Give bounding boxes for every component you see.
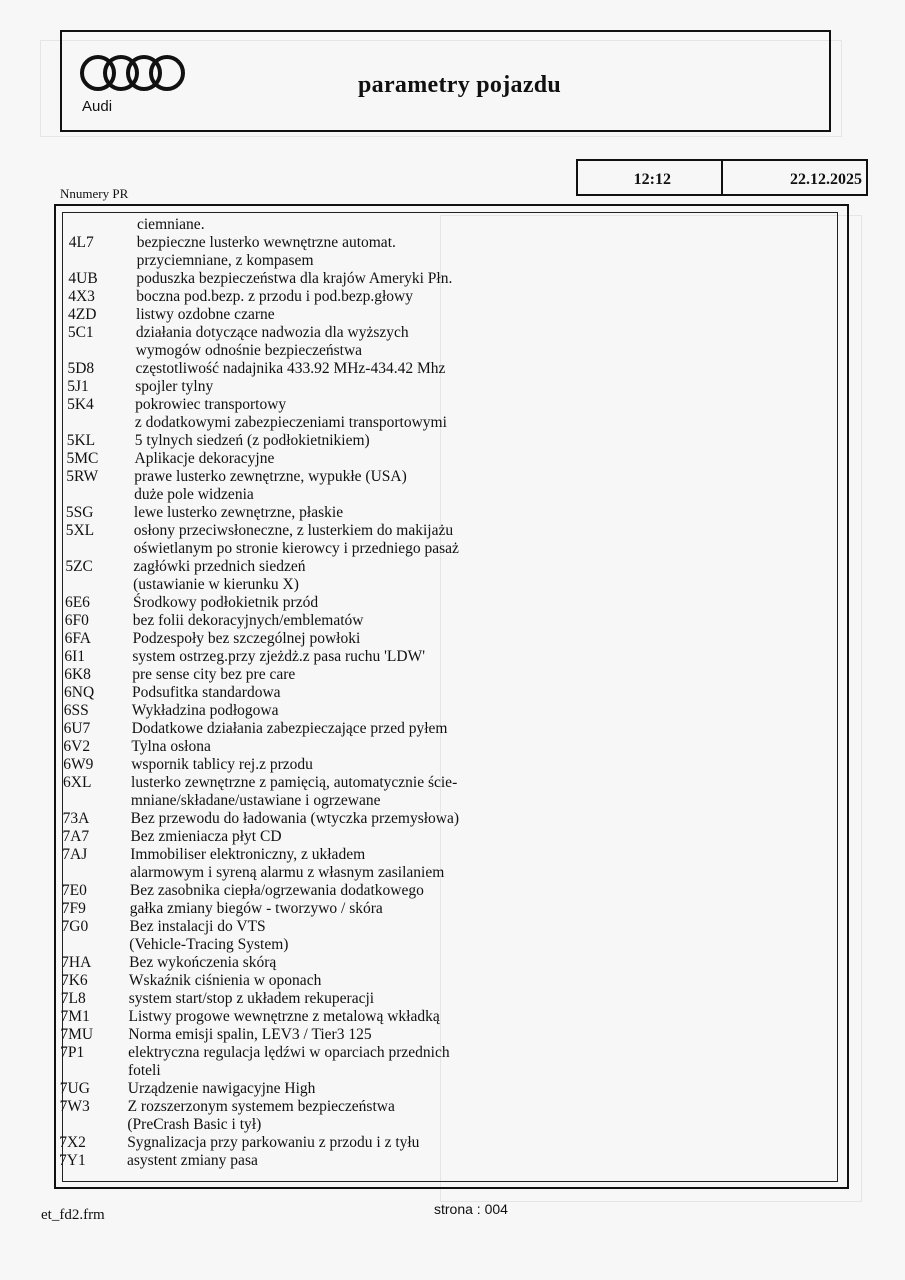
list-item	[63, 539, 837, 559]
list-item	[63, 719, 837, 739]
pr-code: 5D8	[67, 360, 95, 377]
pr-description: alarmowym i syreną alarmu z własnym zasilaniem	[130, 864, 445, 881]
list-item	[63, 359, 837, 379]
list-item	[59, 1097, 837, 1117]
list-item	[63, 269, 837, 289]
pr-description: Aplikacje dekoracyjne	[134, 450, 275, 467]
pr-description: bezpieczne lusterko wewnętrzne automat.	[136, 234, 396, 251]
pr-description: osłony przeciwsłoneczne, z lusterkiem do makijażu	[133, 522, 454, 539]
pr-description: lewe lusterko zewnętrzne, płaskie	[133, 504, 344, 521]
pr-description: (PreCrash Basic i tył)	[127, 1116, 262, 1133]
pr-code: 7M1	[60, 1008, 90, 1025]
list-item	[60, 989, 837, 1009]
list-item	[63, 557, 837, 577]
pr-code: 6F0	[64, 612, 89, 629]
list-item	[63, 1061, 837, 1081]
pr-description: Dodatkowe działania zabezpieczające przed pyłem	[131, 720, 448, 737]
list-item	[59, 1079, 837, 1099]
pr-description: poduszka bezpieczeństwa dla krajów Ameryki Płn.	[136, 270, 453, 287]
pr-description: gałka zmiany biegów - tworzywo / skóra	[129, 900, 383, 917]
pr-description: Podsufitka standardowa	[132, 684, 281, 701]
pr-description: lusterko zewnętrzne z pamięcią, automatycznie ście-	[131, 774, 458, 791]
list-item	[63, 845, 837, 865]
list-item	[63, 305, 837, 325]
pr-description: działania dotyczące nadwozia dla wyższych	[135, 324, 409, 341]
pr-description: zagłówki przednich siedzeń	[133, 558, 306, 575]
list-item	[60, 1043, 837, 1063]
list-item	[63, 503, 837, 523]
pr-code: 5XL	[65, 522, 95, 539]
pr-description: listwy ozdobne czarne	[136, 306, 275, 323]
pr-code: 5C1	[67, 324, 94, 341]
pr-description: Podzespoły bez szczególnej powłoki	[132, 630, 361, 647]
pr-description: ciemniane.	[137, 216, 205, 233]
pr-code: 7MU	[60, 1026, 94, 1043]
list-item	[63, 791, 837, 811]
pr-code: 7E0	[61, 882, 87, 899]
list-item	[63, 701, 837, 721]
pr-code: 7W3	[59, 1098, 90, 1115]
list-item	[63, 251, 837, 271]
pr-description: system start/stop z układem rekuperacji	[128, 990, 375, 1007]
pr-description: Urządzenie nawigacyjne High	[127, 1080, 316, 1097]
list-item	[59, 1133, 837, 1153]
list-item	[60, 1007, 837, 1027]
pr-description: Środkowy podłokietnik przód	[132, 594, 319, 611]
pr-code: 5RW	[66, 468, 99, 485]
pr-description: pokrowiec transportowy	[135, 396, 287, 413]
pr-description: częstotliwość nadajnika 433.92 MHz-434.42 Mhz	[135, 360, 446, 377]
pr-description: Wskaźnik ciśnienia w oponach	[128, 972, 322, 989]
pr-description: Bez instalacji do VTS	[129, 918, 266, 935]
list-item	[63, 377, 837, 397]
pr-code: 7F9	[61, 900, 86, 917]
pr-description: przyciemniane, z kompasem	[136, 252, 314, 269]
pr-description: boczna pod.bezp. z przodu i pod.bezp.głowy	[136, 288, 413, 305]
pr-description: Bez wykończenia skórą	[129, 954, 277, 971]
pr-code: 5ZC	[65, 558, 93, 575]
list-item	[63, 575, 837, 595]
pr-description: Bez zasobnika ciepła/ogrzewania dodatkowego	[129, 882, 424, 899]
pr-code: 6I1	[64, 648, 86, 665]
pr-description: wymogów odnośnie bezpieczeństwa	[135, 342, 363, 359]
list-item	[63, 449, 837, 469]
list-item	[63, 413, 837, 433]
list-item	[63, 341, 837, 361]
list-item	[63, 665, 837, 685]
list-item	[63, 431, 837, 451]
pr-code: 7A7	[62, 828, 90, 845]
list-item	[63, 467, 837, 487]
pr-description: oświetlanym po stronie kierowcy i przedniego pasaż	[133, 540, 459, 557]
pr-description: bez folii dekoracyjnych/emblematów	[132, 612, 364, 629]
pr-description: pre sense city bez pre care	[132, 666, 296, 683]
section-label: Nnumery PR	[60, 186, 129, 201]
pr-description: z dodatkowymi zabezpieczeniami transportowymi	[134, 414, 447, 431]
pr-description: (Vehicle-Tracing System)	[129, 936, 289, 953]
pr-description: Bez zmieniacza płyt CD	[130, 828, 282, 845]
pr-description: 5 tylnych siedzeń (z podłokietnikiem)	[134, 432, 370, 449]
pr-code: 7UG	[59, 1080, 90, 1097]
list-item	[63, 827, 837, 847]
pr-code: 7X2	[59, 1134, 86, 1151]
pr-code: 5KL	[66, 432, 96, 449]
pr-code: 6NQ	[64, 684, 95, 701]
audi-rings-logo	[78, 52, 186, 94]
list-item	[63, 233, 837, 253]
list-item	[63, 611, 837, 631]
list-item	[63, 647, 837, 667]
list-item	[63, 485, 837, 505]
timestamp-box	[576, 159, 868, 196]
pr-description: elektryczna regulacja lędźwi w oparciach przednich	[128, 1044, 450, 1061]
list-item	[63, 521, 837, 541]
page-number: strona : 004	[434, 1201, 508, 1217]
brand-name: Audi	[82, 98, 113, 115]
pr-description: system ostrzeg.przy zjeżdż.z pasa ruchu 'LDW'	[132, 648, 426, 665]
pr-code: 4ZD	[68, 306, 97, 323]
pr-code: 6FA	[64, 630, 91, 647]
pr-description: prawe lusterko zewnętrzne, wypukłe (USA)	[134, 468, 407, 485]
pr-code: 4X3	[68, 288, 95, 305]
pr-code: 5MC	[66, 450, 99, 467]
pr-code: 7Y1	[59, 1152, 86, 1169]
pr-code: 7HA	[61, 954, 92, 971]
pr-description: Immobiliser elektroniczny, z układem	[130, 846, 366, 863]
pr-code: 6K8	[64, 666, 91, 683]
time-value: 12:12	[578, 161, 723, 194]
list-item	[63, 215, 837, 235]
pr-description: Listwy progowe wewnętrzne z metalową wkładką	[128, 1008, 440, 1025]
list-item	[63, 683, 837, 703]
pr-code: 7AJ	[62, 846, 88, 863]
pr-code: 7K6	[60, 972, 88, 989]
pr-description: foteli	[127, 1062, 161, 1079]
pr-description: asystent zmiany pasa	[127, 1152, 258, 1169]
pr-code: 6V2	[63, 738, 91, 755]
list-item	[60, 971, 837, 991]
pr-code: 7L8	[60, 990, 86, 1007]
pr-code: 4L7	[68, 234, 94, 251]
list-item	[63, 629, 837, 649]
form-id: et_fd2.frm	[41, 1207, 105, 1223]
pr-code: 5SG	[65, 504, 94, 521]
date-value: 22.12.2025	[790, 171, 862, 188]
pr-code: 6XL	[63, 774, 92, 791]
list-item	[63, 1115, 837, 1135]
page-title: parametry pojazdu	[358, 72, 562, 98]
pr-code: 6W9	[63, 756, 94, 773]
list-item	[63, 323, 837, 343]
list-item	[59, 1151, 837, 1171]
list-item	[63, 755, 837, 775]
list-item	[63, 395, 837, 415]
list-item	[63, 899, 837, 919]
list-item	[63, 773, 837, 793]
list-item	[63, 917, 837, 937]
pr-description: Tylna osłona	[131, 738, 211, 755]
list-item	[63, 881, 837, 901]
list-item	[63, 593, 837, 613]
pr-description: (ustawianie w kierunku X)	[133, 576, 299, 593]
list-item	[60, 1025, 837, 1045]
list-item	[63, 809, 837, 829]
pr-code: 6U7	[63, 720, 91, 737]
list-item	[63, 953, 837, 973]
pr-description: spojler tylny	[135, 378, 214, 395]
pr-numbers-list-frame	[54, 204, 849, 1189]
pr-code: 5J1	[67, 378, 89, 395]
pr-description: Z rozszerzonym systemem bezpieczeństwa	[127, 1098, 395, 1115]
pr-code: 6E6	[64, 594, 90, 611]
pr-description: duże pole widzenia	[134, 486, 254, 503]
pr-code: 5K4	[67, 396, 94, 413]
pr-description: Sygnalizacja przy parkowaniu z przodu i z tyłu	[127, 1134, 420, 1151]
pr-code: 7P1	[60, 1044, 85, 1061]
pr-description: wspornik tablicy rej.z przodu	[131, 756, 313, 773]
list-item	[63, 935, 837, 955]
pr-code: 73A	[62, 810, 90, 827]
pr-code: 6SS	[63, 702, 89, 719]
list-item	[63, 863, 837, 883]
pr-code: 4UB	[68, 270, 98, 287]
pr-numbers-list	[59, 212, 838, 1182]
list-item	[63, 287, 837, 307]
pr-description: mniane/składane/ustawiane i ogrzewane	[130, 792, 381, 809]
pr-code: 7G0	[61, 918, 89, 935]
header-box	[60, 30, 831, 132]
list-item	[63, 737, 837, 757]
pr-description: Norma emisji spalin, LEV3 / Tier3 125	[128, 1026, 372, 1043]
pr-description: Wykładzina podłogowa	[131, 702, 279, 719]
pr-description: Bez przewodu do ładowania (wtyczka przemysłowa)	[130, 810, 460, 827]
